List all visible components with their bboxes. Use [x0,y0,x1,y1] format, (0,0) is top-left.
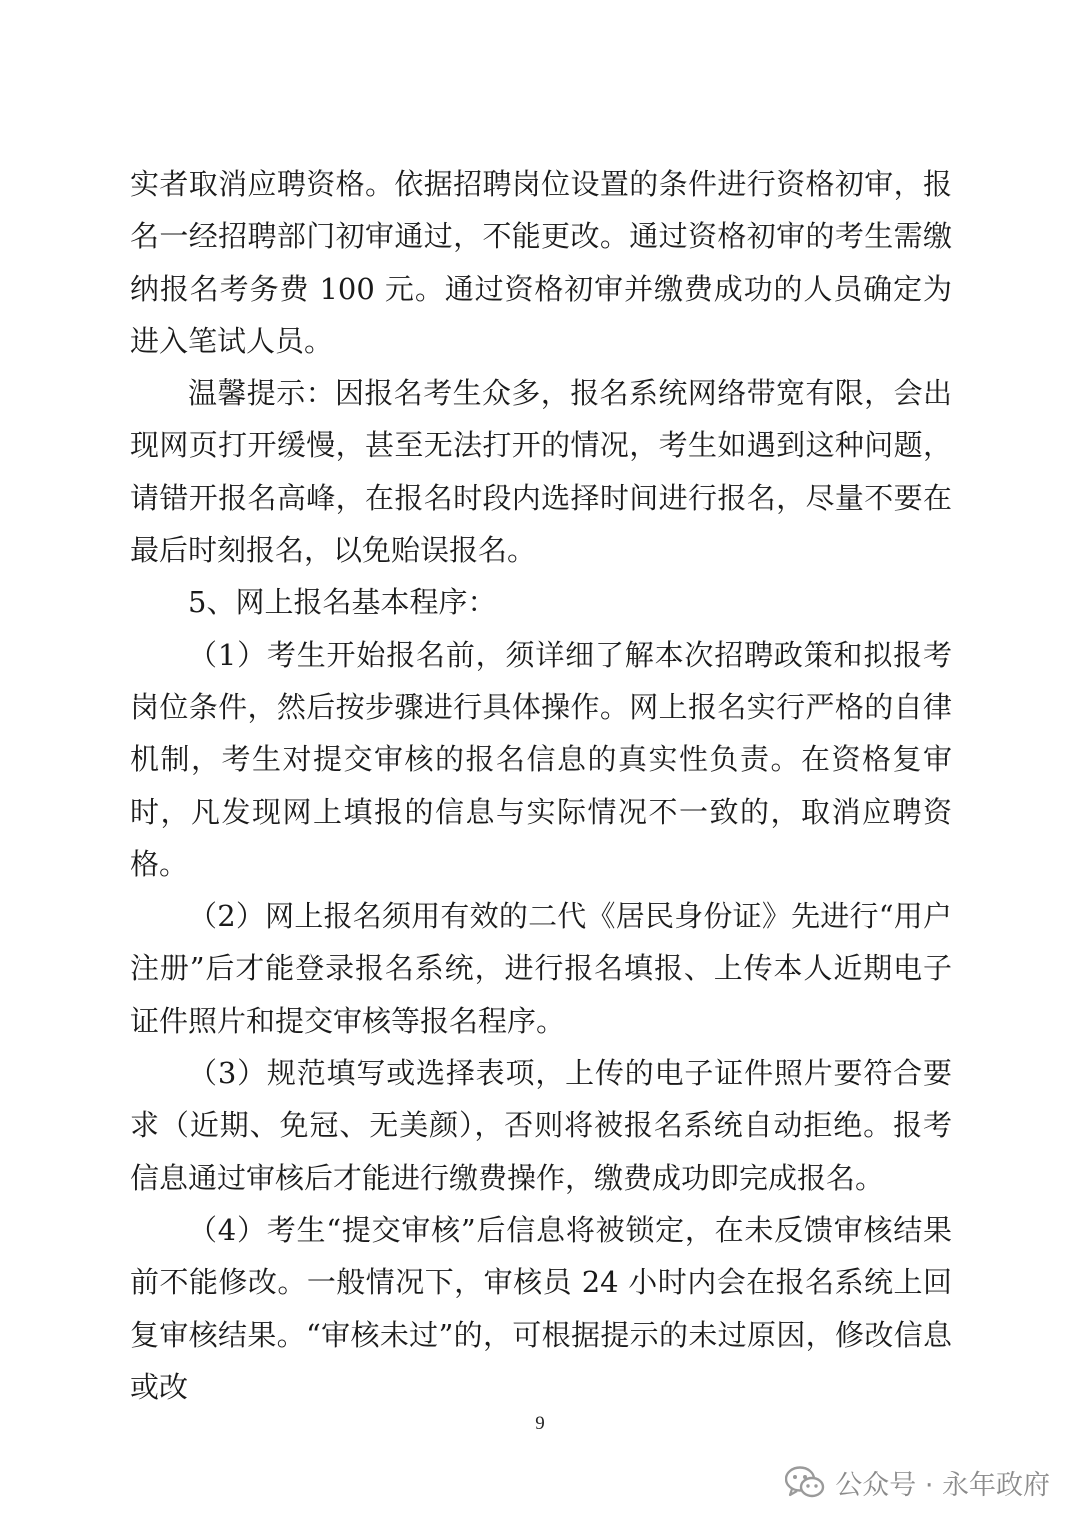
page-number: 9 [535,1413,545,1434]
paragraph-step-2: （2）网上报名须用有效的二代《居民身份证》先进行“用户注册”后才能登录报名系统，进行报名填报、上传本人近期电子证件照片和提交审核等报名程序。 [130,899,952,1038]
paragraph-continuation: 实者取消应聘资格。依据招聘岗位设置的条件进行资格初审，报名一经招聘部门初审通过，不能更改。通过资格初审的考生需缴纳报名考务费 100 元。通过资格初审并缴费成功的人员确定为进入笔试人员。 [130,167,952,358]
paragraph-step-4: （4）考生“提交审核”后信息将被锁定，在未反馈审核结果前不能修改。一般情况下，审核员 24 小时内会在报名系统上回复审核结果。“审核未过”的，可根据提示的未过原因，修改信息或改 [130,1212,952,1404]
wechat-watermark [785,1463,1050,1502]
section-heading-online-registration: 5、网上报名基本程序： [188,585,497,620]
paragraph-step-1: （1）考生开始报名前，须详细了解本次招聘政策和拟报考岗位条件，然后按步骤进行具体操作。网上报名实行严格的自律机制，考生对提交审核的报名信息的真实性负责。在资格复审时，凡发现网上填报的信息与实际情况不一致的，取消应聘资格。 [130,637,952,881]
wechat-icon [785,1466,825,1500]
watermark-text: 公众号 · 永年政府 [835,1470,1050,1501]
document-body [130,158,952,1413]
paragraph-step-3: （3）规范填写或选择表项，上传的电子证件照片要符合要求（近期、免冠、无美颜），否则将被报名系统自动拒绝。报考信息通过审核后才能进行缴费操作，缴费成功即完成报名。 [130,1056,952,1195]
paragraph-warm-tip: 温馨提示：因报名考生众多，报名系统网络带宽有限，会出现网页打开缓慢，甚至无法打开的情况，考生如遇到这种问题，请错开报名高峰，在报名时段内选择时间进行报名，尽量不要在最后时刻报名，以免贻误报名。 [130,376,952,568]
